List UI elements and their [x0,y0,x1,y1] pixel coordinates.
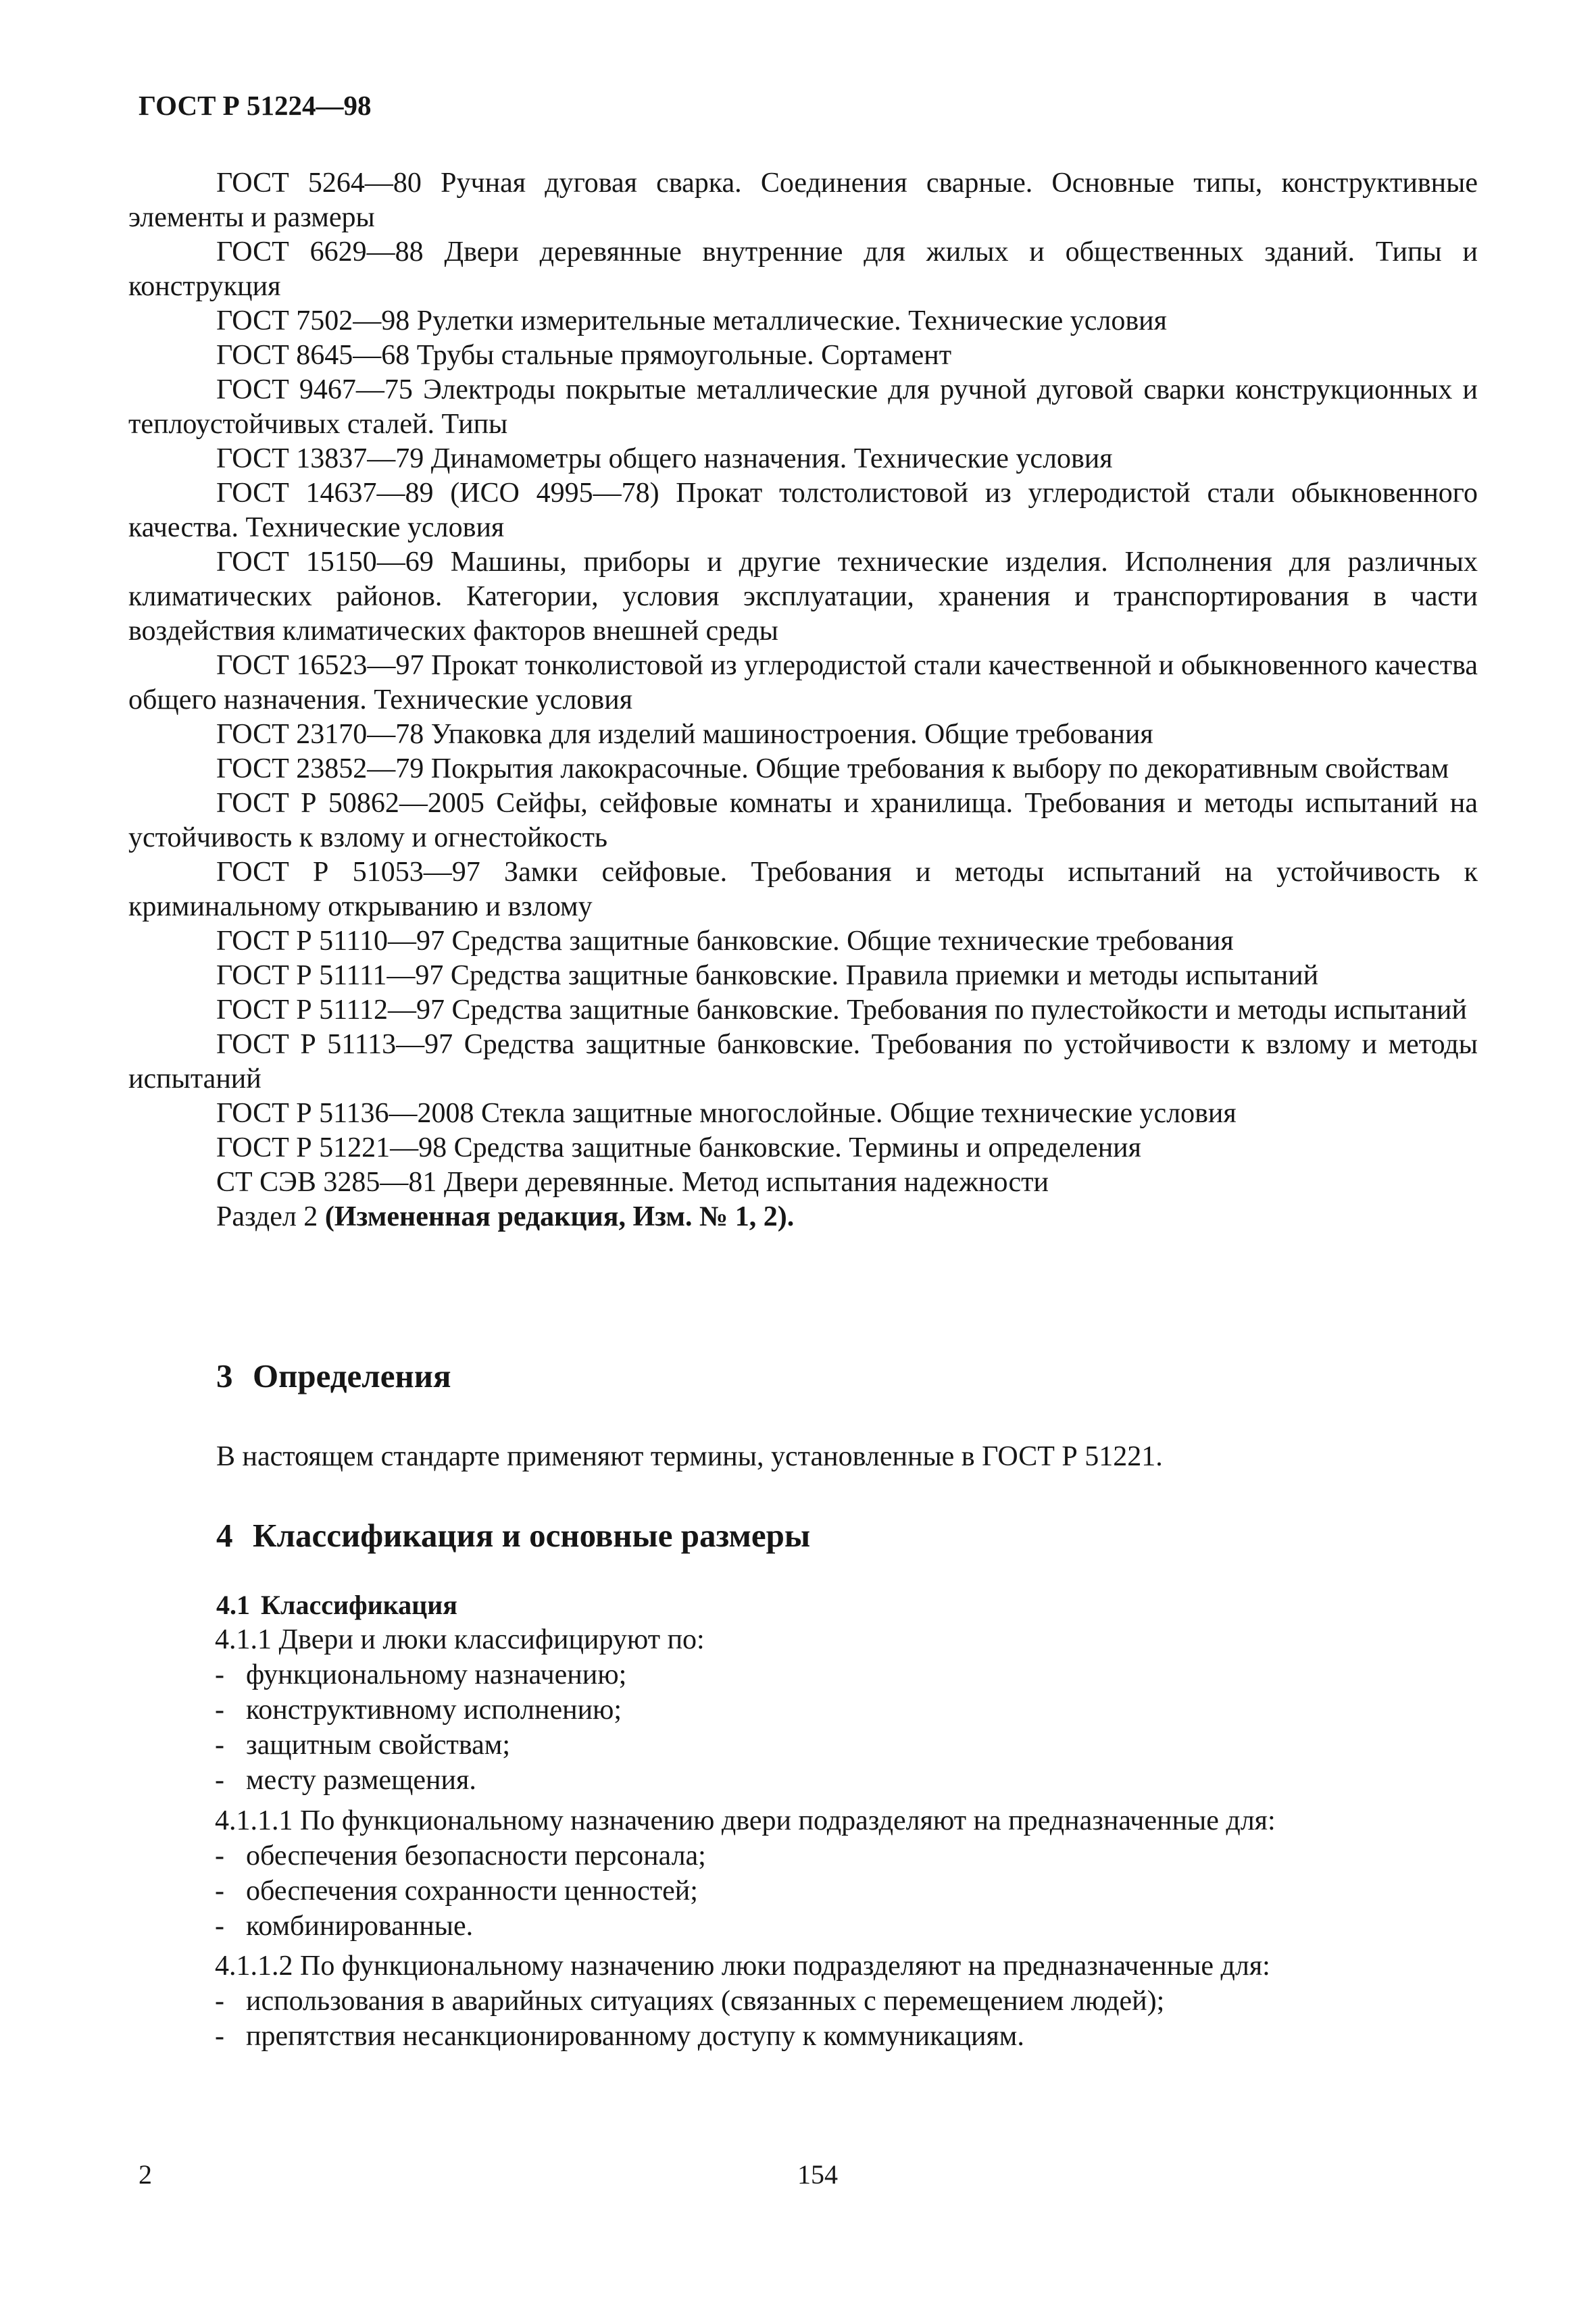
list-item-text: конструктивному исполнению; [246,1694,622,1726]
paragraph-4-1-1-1: 4.1.1.1 По функциональному назначению двери подразделяют на предназначенные для: [215,1805,1276,1836]
list-item-text: месту размещения. [246,1765,476,1796]
section4-title: Классификация и основные размеры [253,1517,811,1554]
list-dash: - [215,1730,224,1761]
paragraph-4-1-1: 4.1.1 Двери и люки классифицируют по: [215,1624,705,1655]
list-item-text: обеспечения безопасности персонала; [246,1840,706,1871]
amendment-prefix: Раздел 2 [216,1201,325,1232]
section2-amendment-note [128,1200,1478,1234]
list-dash: - [215,1911,224,1942]
list-item-text: обеспечения сохранности ценностей; [246,1876,698,1907]
list-item-text: функциональному назначению; [246,1659,627,1690]
classification-block-2 [215,1803,1478,1944]
reference-item: ГОСТ 14637—89 (ИСО 4995—78) Прокат толстолистовой из углеродистой стали обыкновенного качества. Технические условия [128,478,1478,543]
reference-item: ГОСТ Р 51053—97 Замки сейфовые. Требования и методы испытаний на устойчивость к криминальному открыванию и взлому [128,857,1478,922]
sheet-number: 154 [797,2159,838,2190]
list-dash: - [215,2021,224,2052]
subsection-4-1-heading [216,1589,457,1621]
reference-item: ГОСТ Р 51112—97 Средства защитные банковские. Требования по пулестойкости и методы испытаний [216,995,1467,1026]
reference-item: ГОСТ Р 51136—2008 Стекла защитные многослойные. Общие технические условия [216,1098,1237,1129]
list-item [215,1984,1478,2019]
section3-text: В настоящем стандарте применяют термины, установленные в ГОСТ Р 51221. [216,1441,1163,1472]
reference-item: ГОСТ 23852—79 Покрытия лакокрасочные. Общие требования к выбору по декоративным свойствам [216,753,1449,784]
reference-item: ГОСТ 15150—69 Машины, приборы и другие технические изделия. Исполнения для различных климатических районов. Категории, условия эксплуатации, хранения и транспортирования в части воздействия климатических факторов внешней среды [128,547,1478,647]
classification-block-3 [215,1948,1478,2054]
section3-number: 3 [216,1357,233,1394]
list-item [215,1657,1478,1692]
list-dash: - [215,1765,224,1796]
reference-item: ГОСТ 7502—98 Рулетки измерительные металлические. Технические условия [216,305,1167,336]
list-dash: - [215,1840,224,1871]
list-item [215,1909,1478,1944]
reference-item: ГОСТ 6629—88 Двери деревянные внутренние для жилых и общественных зданий. Типы и конструкция [128,236,1478,302]
reference-item: ГОСТ 9467—75 Электроды покрытые металлические для ручной дуговой сварки конструкционных и теплоустойчивых сталей. Типы [128,374,1478,440]
reference-item: ГОСТ Р 51110—97 Средства защитные банковские. Общие технические требования [216,926,1234,957]
reference-item: ГОСТ 8645—68 Трубы стальные прямоугольные. Сортамент [216,340,952,371]
reference-item: СТ СЭВ 3285—81 Двери деревянные. Метод испытания надежности [216,1167,1049,1198]
list-dash: - [215,1876,224,1907]
section4-number: 4 [216,1517,233,1554]
list-item-text: использования в аварийных ситуациях (связанных с перемещением людей); [246,1986,1165,2017]
section3-title: Определения [253,1357,451,1394]
list-item [215,1873,1478,1909]
reference-item: ГОСТ Р 51113—97 Средства защитные банковские. Требования по устойчивости к взлому и методы испытаний [128,1029,1478,1095]
reference-item: ГОСТ Р 51111—97 Средства защитные банковские. Правила приемки и методы испытаний [216,960,1319,991]
list-item-text: комбинированные. [246,1911,474,1942]
list-dash: - [215,1986,224,2017]
reference-item: ГОСТ Р 50862—2005 Сейфы, сейфовые комнаты и хранилища. Требования и методы испытаний на устойчивость к взлому и огнестойкость [128,788,1478,853]
list-item [215,1763,1478,1798]
list-item [215,2019,1478,2054]
list-item-text: защитным свойствам; [246,1730,511,1761]
amendment-text: (Измененная редакция, Изм. № 1, 2). [324,1201,795,1232]
document-designation: ГОСТ Р 51224—98 [139,90,372,121]
page-number: 2 [139,2159,152,2190]
list-dash: - [215,1659,224,1690]
subsection-number: 4.1 [216,1590,250,1620]
reference-item: ГОСТ 5264—80 Ручная дуговая сварка. Соединения сварные. Основные типы, конструктивные элементы и размеры [128,168,1478,233]
normative-references-list [128,166,1478,1234]
list-item [215,1838,1478,1873]
list-dash: - [215,1694,224,1726]
subsection-title: Классификация [261,1590,457,1620]
list-item-text: препятствия несанкционированному доступу к коммуникациям. [246,2021,1024,2052]
list-item [215,1692,1478,1728]
paragraph-4-1-1-2: 4.1.1.2 По функциональному назначению люки подразделяют на предназначенные для: [215,1951,1270,1982]
section4-heading [216,1516,810,1555]
reference-item: ГОСТ 13837—79 Динамометры общего назначения. Технические условия [216,443,1113,474]
section3-heading [216,1357,451,1395]
reference-item: ГОСТ 23170—78 Упаковка для изделий машиностроения. Общие требования [216,719,1153,750]
reference-item: ГОСТ Р 51221—98 Средства защитные банковские. Термины и определения [216,1132,1141,1163]
classification-block-1 [215,1622,1478,1798]
reference-item: ГОСТ 16523—97 Прокат тонколистовой из углеродистой стали качественной и обыкновенного качества общего назначения. Технические условия [128,650,1478,715]
list-item [215,1728,1478,1763]
